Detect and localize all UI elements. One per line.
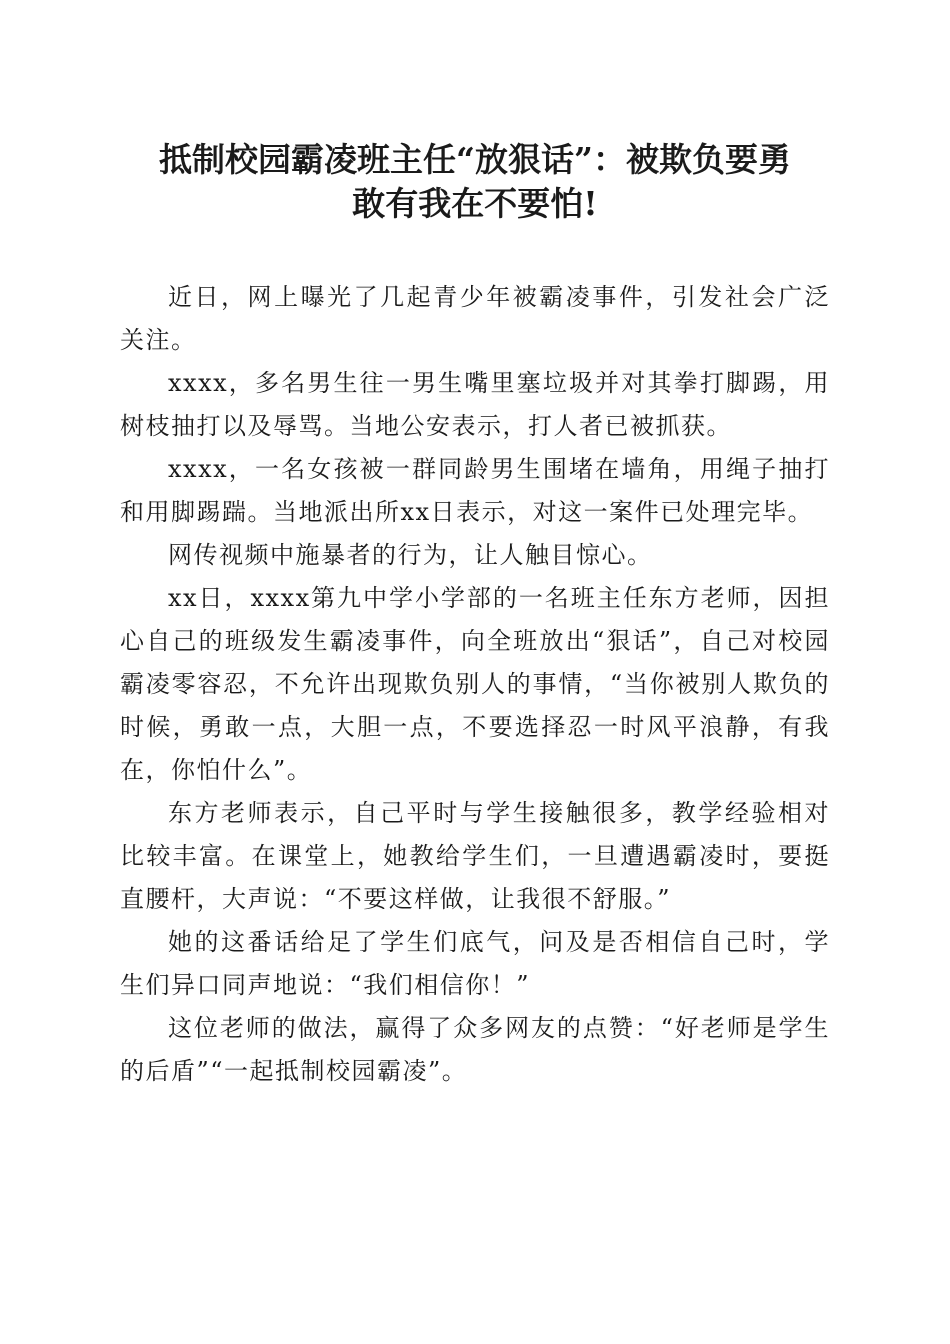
paragraph: 她的这番话给足了学生们底气，问及是否相信自己时，学生们异口同声地说：“我们相信你！” <box>120 928 830 999</box>
paragraph: 东方老师表示，自己平时与学生接触很多，教学经验相对比较丰富。在课堂上，她教给学生们，一旦遭遇霸凌时，要挺直腰杆，大声说：“不要这样做，让我很不舒服。” <box>120 799 830 913</box>
title-line-2: 敢有我在不要怕! <box>352 184 598 223</box>
document-title <box>110 138 840 226</box>
paragraph: 网传视频中施暴者的行为，让人触目惊心。 <box>168 541 653 569</box>
paragraph: xx日，xxxx第九中学小学部的一名班主任东方老师，因担心自己的班级发生霸凌事件，向全班放出“狠话”，自己对校园霸凌零容忍，不允许出现欺负别人的事情，“当你被别人欺负的时候，勇敢一点，大胆一点，不要选择忍一时风平浪静，有我在，你怕什么”。 <box>120 584 830 784</box>
paragraph: xxxx，一名女孩被一群同龄男生围堵在墙角，用绳子抽打和用脚踢踹。当地派出所xx日表示，对这一案件已处理完毕。 <box>120 455 830 526</box>
document-body <box>120 276 830 1093</box>
paragraph: 这位老师的做法，赢得了众多网友的点赞：“好老师是学生的后盾”“一起抵制校园霸凌”。 <box>120 1014 830 1085</box>
paragraph: xxxx，多名男生往一男生嘴里塞垃圾并对其拳打脚踢，用树枝抽打以及辱骂。当地公安表示，打人者已被抓获。 <box>120 369 830 440</box>
paragraph: 近日，网上曝光了几起青少年被霸凌事件，引发社会广泛关注。 <box>120 283 830 354</box>
title-line-1: 抵制校园霸凌班主任“放狠话”：被欺负要勇 <box>159 140 791 179</box>
